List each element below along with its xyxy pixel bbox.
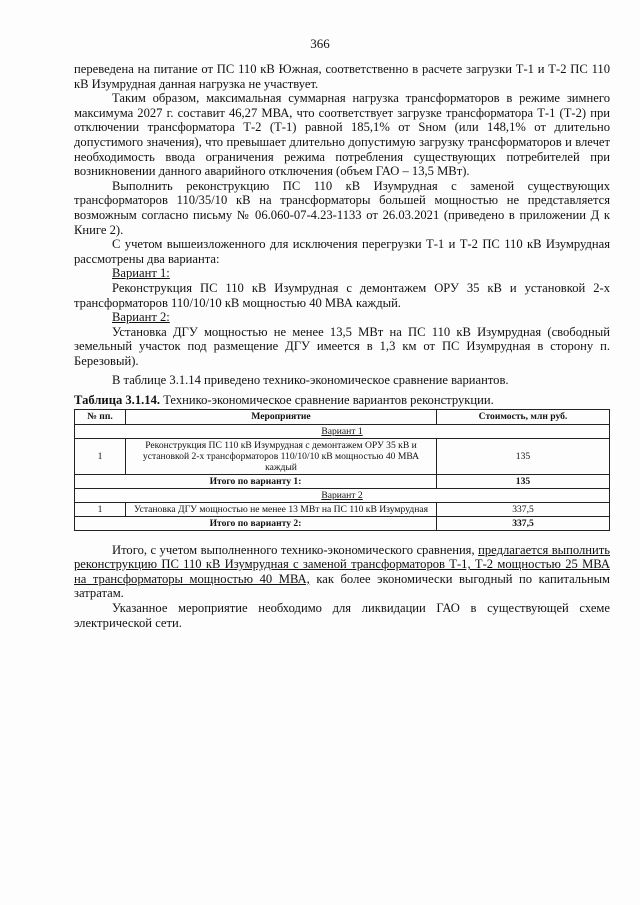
paragraph-gao-elimination: Указанное мероприятие необходимо для ликвидации ГАО в существующей схеме электрической сети. [74,601,610,630]
row-cost: 337,5 [437,502,610,516]
conclusion-proposal: предлагается выполнить реконструкцию ПС 110 кВ Изумрудная с заменой трансформаторов Т-1, Т-2 мощностью 25 МВА на трансформаторы мощностью 40 МВА, [74,542,610,586]
row-number: 1 [75,502,126,516]
table-header-row [75,409,610,424]
variant-1-title-row [75,424,610,438]
paragraph-reconstruction-impossible: Выполнить реконструкцию ПС 110 кВ Изумрудная с заменой существующих трансформаторов 110/35/10 кВ на трансформаторы большей мощностью не представляется возможным согласно письму № 06.060-07-4.23-1133 от 26.03.2021 (приведено в приложении Д к Книге 2). [74,178,610,237]
header-activity: Мероприятие [126,409,437,424]
variant-2-total-row [75,516,610,530]
header-cost: Стоимость, млн руб. [437,409,610,424]
variant-2-title-row [75,488,610,502]
variant-2-title: Вариант 2 [321,489,363,501]
variant-1-description: Реконструкция ПС 110 кВ Изумрудная с демонтажем ОРУ 35 кВ и установкой 2-х трансформаторов 110/10/10 кВ мощностью 40 МВА каждый. [74,280,610,310]
table-caption [74,393,610,408]
page-body [74,62,610,630]
paragraph-load-summary: Таким образом, максимальная суммарная нагрузка трансформаторов в режиме зимнего максимума 2027 г. составит 46,27 МВА, что соответствует загрузке трансформатора Т-1 (Т-2) при отключении трансформатора Т-2 (Т-1) равной 185,1% от Sном (или 148,1% от длительно допустимого значения), что превышает длительно допустимую загрузку трансформаторов и влечет необходимость ввода ограничения режима потребления существующих потребителей при возникновении данного аварийного отключения (объем ГАО – 13,5 МВт). [74,91,610,179]
conclusion-end: как более экономически выгодный по капитальным затратам. [74,571,611,601]
page-number: 366 [310,36,330,51]
row-number: 1 [75,438,126,474]
header-number: № пп. [75,409,126,424]
variant-2-description: Установка ДГУ мощностью не менее 13,5 МВт на ПС 110 кВ Изумрудная (свободный земельный участок под размещение ДГУ имеется в 1,3 км от ПС Изумрудная в сторону п. Березовый). [74,324,610,368]
table-row [75,502,610,516]
row-activity: Установка ДГУ мощностью не менее 13 МВт на ПС 110 кВ Изумрудная [126,502,437,516]
row-cost: 135 [437,438,610,474]
variant-1-label-line [74,266,610,281]
variant-1-total-label: Итого по варианту 1: [75,474,437,488]
comparison-table [74,409,610,531]
variant-2-label-line [74,310,610,325]
variant-2-label: Вариант 2: [112,310,170,325]
variant-1-total-value: 135 [437,474,610,488]
conclusion-start: Итого, с учетом выполненного технико-экономического сравнения, [112,542,475,557]
row-activity: Реконструкция ПС 110 кВ Изумрудная с демонтажем ОРУ 35 кВ и установкой 2-х трансформаторов 110/10/10 кВ мощностью 40 МВА каждый [126,438,437,474]
paragraph-continuation: переведена на питание от ПС 110 кВ Южная, соответственно в расчете загрузки Т-1 и Т-2 ПС 110 кВ Изумрудная данная нагрузка не участвует. [74,62,610,91]
variant-1-title: Вариант 1 [321,425,363,437]
paragraph-conclusion [74,543,610,601]
paragraph-table-reference: В таблице 3.1.14 приведено технико-экономическое сравнение вариантов. [112,373,509,388]
paragraph-two-variants: С учетом вышеизложенного для исключения перегрузки Т-1 и Т-2 ПС 110 кВ Изумрудная рассмотрены два варианта: [74,237,610,266]
variant-1-label: Вариант 1: [112,266,170,281]
table-caption-number: Таблица 3.1.14. [74,393,161,408]
table-row [75,438,610,474]
table-caption-text: Технико-экономическое сравнение вариантов реконструкции. [163,393,494,408]
variant-1-total-row [75,474,610,488]
variant-2-total-value: 337,5 [437,516,610,530]
variant-2-total-label: Итого по варианту 2: [75,516,437,530]
